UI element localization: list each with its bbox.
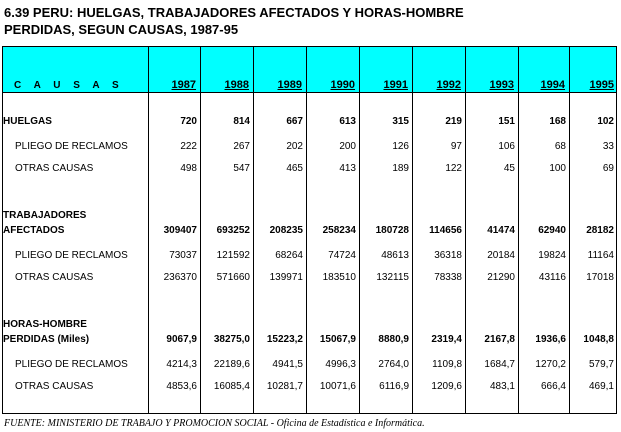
table-total-row	[3, 116, 616, 130]
cell-value: 19824	[538, 250, 566, 261]
cell-value: 114656	[429, 225, 462, 236]
cell-value: 208235	[269, 225, 303, 236]
cell-value: 4941,5	[272, 359, 303, 370]
row-label: PLIEGO DE RECLAMOS	[15, 141, 128, 152]
table-title	[4, 4, 464, 38]
cell-value: 2764,0	[378, 359, 409, 370]
group-label: HORAS-HOMBRE	[3, 319, 87, 330]
year-label: 1990	[330, 79, 355, 91]
cell-value: 180728	[375, 225, 409, 236]
statistics-table	[2, 46, 617, 414]
year-column-header	[253, 47, 306, 92]
cell-value: 45	[503, 163, 515, 174]
row-label: PLIEGO DE RECLAMOS	[15, 250, 128, 261]
year-label: 1992	[436, 79, 461, 91]
cell-value: 4214,3	[166, 359, 197, 370]
cell-value: 102	[597, 116, 614, 127]
cell-value: 28182	[586, 225, 614, 236]
cell-value: 168	[549, 116, 566, 127]
year-label: 1989	[277, 79, 302, 91]
cell-value: 16085,4	[213, 381, 250, 392]
cell-value: 667	[286, 116, 303, 127]
cell-value: 48613	[381, 250, 409, 261]
cell-value: 22189,6	[213, 359, 250, 370]
cell-value: 21290	[487, 272, 515, 283]
cell-value: 20184	[487, 250, 515, 261]
cell-value: 100	[549, 163, 566, 174]
cell-value: 41474	[487, 225, 515, 236]
cell-value: 1209,6	[431, 381, 462, 392]
table-total-row	[3, 334, 616, 348]
row-label: PERDIDAS (Miles)	[3, 334, 90, 345]
cell-value: 469,1	[588, 381, 614, 392]
cell-value: 139971	[269, 272, 303, 283]
year-label: 1993	[489, 79, 514, 91]
cell-value: 483,1	[489, 381, 515, 392]
table-row	[3, 272, 616, 286]
table-row	[3, 381, 616, 395]
row-label: PLIEGO DE RECLAMOS	[15, 359, 128, 370]
year-column-header	[359, 47, 412, 92]
cell-value: 720	[180, 116, 197, 127]
cell-value: 74724	[328, 250, 356, 261]
table-row	[3, 250, 616, 264]
row-label: OTRAS CAUSAS	[15, 163, 94, 174]
year-column-header	[465, 47, 518, 92]
cell-value: 15223,2	[266, 334, 303, 345]
cell-value: 126	[392, 141, 409, 152]
cell-value: 413	[339, 163, 356, 174]
cell-value: 189	[392, 163, 409, 174]
cell-value: 122	[445, 163, 462, 174]
cell-value: 1270,2	[535, 359, 566, 370]
year-column-header	[569, 47, 618, 92]
source-footnote: FUENTE: MINISTERIO DE TRABAJO Y PROMOCION SOCIAL - Oficina de Estadística e Informática.	[4, 418, 425, 429]
cell-value: 183510	[322, 272, 356, 283]
cell-value: 1048,8	[583, 334, 614, 345]
row-label: OTRAS CAUSAS	[15, 381, 94, 392]
group-label: TRABAJADORES	[3, 210, 87, 221]
cell-value: 4996,3	[325, 359, 356, 370]
cell-value: 1684,7	[484, 359, 515, 370]
cell-value: 10071,6	[319, 381, 356, 392]
year-label: 1991	[383, 79, 408, 91]
causas-header: C A U S A S	[14, 80, 124, 91]
cell-value: 73037	[169, 250, 197, 261]
title-line-2: PERDIDAS, SEGUN CAUSAS, 1987-95	[4, 22, 239, 37]
year-label: 1994	[540, 79, 565, 91]
row-label: AFECTADOS	[3, 225, 65, 236]
table-row	[3, 359, 616, 373]
cell-value: 97	[450, 141, 462, 152]
year-column-header	[518, 47, 569, 92]
cell-value: 36318	[434, 250, 462, 261]
cell-value: 68	[554, 141, 566, 152]
cell-value: 8880,9	[378, 334, 409, 345]
cell-value: 814	[233, 116, 250, 127]
cell-value: 219	[445, 116, 462, 127]
cell-value: 6116,9	[379, 381, 409, 392]
cell-value: 579,7	[588, 359, 614, 370]
year-column-header	[148, 47, 200, 92]
cell-value: 9067,9	[166, 334, 197, 345]
year-column-header	[200, 47, 253, 92]
cell-value: 1109,8	[432, 359, 462, 370]
cell-value: 15067,9	[319, 334, 356, 345]
table-row	[3, 163, 616, 177]
cell-value: 151	[498, 116, 515, 127]
cell-value: 4853,6	[166, 381, 197, 392]
cell-value: 222	[180, 141, 197, 152]
cell-value: 38275,0	[213, 334, 250, 345]
cell-value: 11164	[587, 250, 614, 261]
cell-value: 132115	[376, 272, 409, 283]
cell-value: 465	[286, 163, 303, 174]
cell-value: 33	[602, 141, 614, 152]
table-row	[3, 141, 616, 155]
cell-value: 68264	[275, 250, 303, 261]
cell-value: 200	[339, 141, 356, 152]
cell-value: 2167,8	[484, 334, 515, 345]
year-column-header	[412, 47, 465, 92]
cell-value: 1936,6	[535, 334, 566, 345]
cell-value: 202	[286, 141, 303, 152]
cell-value: 69	[602, 163, 614, 174]
cell-value: 10281,7	[266, 381, 303, 392]
cell-value: 43116	[538, 272, 566, 283]
cell-value: 258234	[322, 225, 356, 236]
table-header	[3, 47, 616, 93]
year-label: 1995	[589, 79, 614, 91]
cell-value: 17018	[586, 272, 614, 283]
table-total-row	[3, 225, 616, 239]
row-label: OTRAS CAUSAS	[15, 272, 94, 283]
cell-value: 121592	[216, 250, 250, 261]
year-column-header	[306, 47, 359, 92]
cell-value: 62940	[538, 225, 566, 236]
cell-value: 78338	[434, 272, 462, 283]
cell-value: 613	[339, 116, 356, 127]
cell-value: 2319,4	[431, 334, 462, 345]
cell-value: 498	[180, 163, 197, 174]
cell-value: 571660	[216, 272, 250, 283]
cell-value: 547	[233, 163, 250, 174]
cell-value: 309407	[163, 225, 197, 236]
cell-value: 267	[233, 141, 250, 152]
year-label: 1988	[224, 79, 249, 91]
cell-value: 693252	[216, 225, 250, 236]
cell-value: 666,4	[540, 381, 566, 392]
cell-value: 315	[392, 116, 409, 127]
title-line-1: 6.39 PERU: HUELGAS, TRABAJADORES AFECTADOS Y HORAS-HOMBRE	[4, 5, 464, 20]
cell-value: 236370	[163, 272, 197, 283]
year-label: 1987	[171, 79, 196, 91]
row-label: HUELGAS	[3, 116, 52, 127]
cell-value: 106	[498, 141, 515, 152]
